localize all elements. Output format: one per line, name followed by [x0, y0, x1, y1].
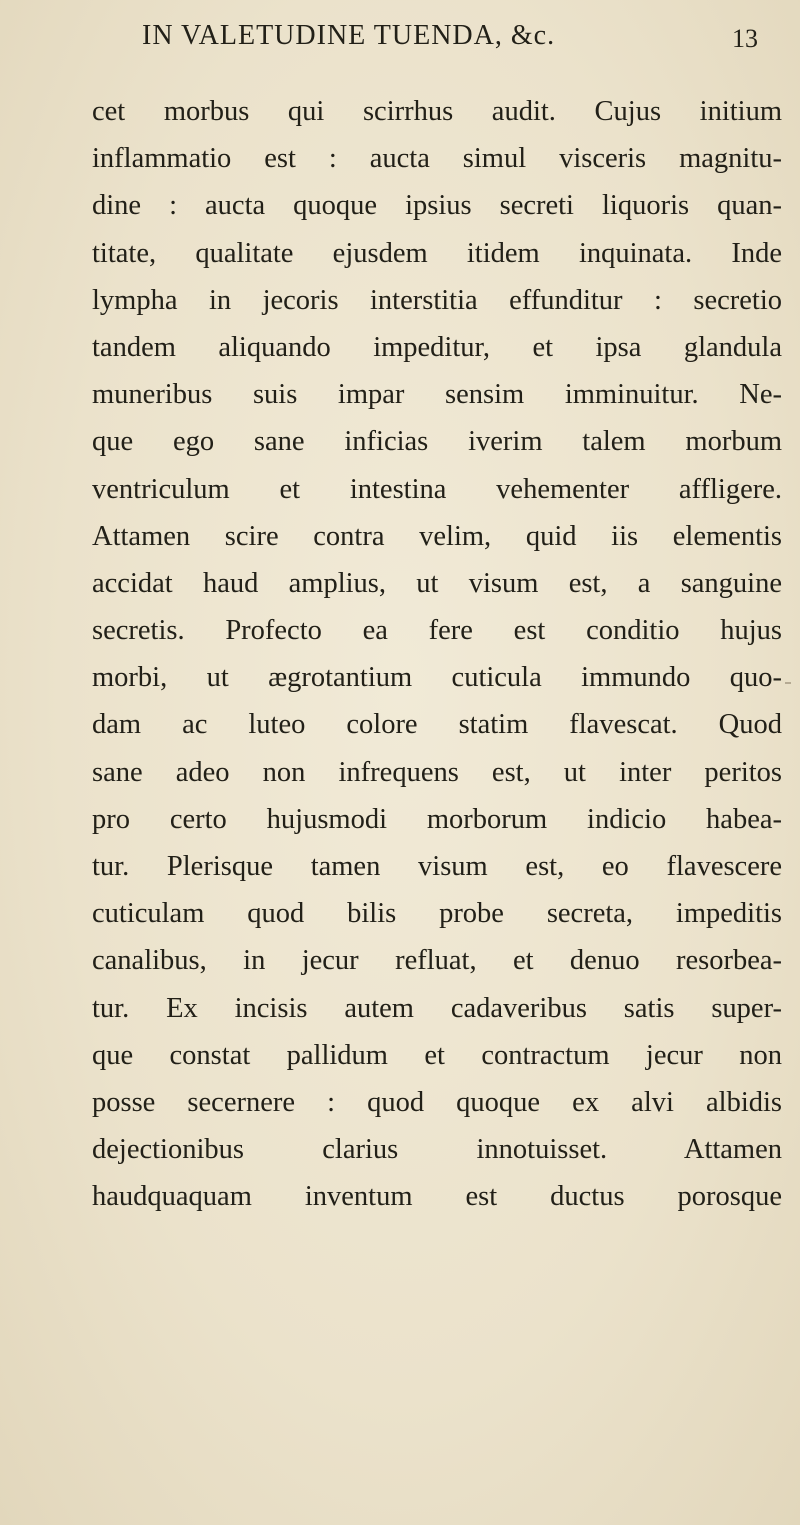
text-line: inflammatio est : aucta simul visceris magnitu-: [92, 143, 782, 175]
text-line: morbi, ut ægrotantium cuticula immundo quo-: [92, 662, 782, 694]
text-line: accidat haud amplius, ut visum est, a sanguine: [92, 567, 782, 599]
text-line: cuticulam quod bilis probe secreta, impeditis: [92, 898, 782, 930]
text-line: tandem aliquando impeditur, et ipsa glandula: [92, 331, 782, 363]
margin-speck: [785, 682, 791, 684]
text-line: sane adeo non infrequens est, ut inter peritos: [92, 756, 782, 788]
text-line: canalibus, in jecur refluat, et denuo resorbea-: [92, 945, 782, 977]
text-line: pro certo hujusmodi morborum indicio habea-: [92, 803, 782, 835]
text-line: cet morbus qui scirrhus audit. Cujus initium: [92, 96, 782, 127]
text-line: titate, qualitate ejusdem itidem inquinata. Inde: [92, 237, 782, 269]
text-line: ventriculum et intestina vehementer affligere.: [92, 473, 782, 505]
text-line: haudquaquam inventum est ductus porosque: [92, 1181, 782, 1213]
text-line: dejectionibus clarius innotuisset. Attamen: [92, 1134, 782, 1166]
running-head: [142, 20, 782, 60]
page-number: 13: [732, 24, 758, 53]
text-line: que ego sane inficias iverim talem morbum: [92, 426, 782, 458]
text-line: tur. Ex incisis autem cadaveribus satis super-: [92, 992, 782, 1024]
text-line: Attamen scire contra velim, quid iis elementis: [92, 520, 782, 552]
running-title: IN VALETUDINE TUENDA, &c.: [142, 20, 556, 51]
body-text: [92, 88, 782, 1221]
text-line: tur. Plerisque tamen visum est, eo flavescere: [92, 851, 782, 882]
text-line: dine : aucta quoque ipsius secreti liquoris quan-: [92, 190, 782, 222]
text-line: lympha in jecoris interstitia effunditur : secretio: [92, 284, 782, 316]
text-line: muneribus suis impar sensim imminuitur. Ne-: [92, 379, 782, 411]
text-line: dam ac luteo colore statim flavescat. Quod: [92, 709, 782, 741]
text-line: posse secernere : quod quoque ex alvi albidis: [92, 1086, 782, 1118]
text-line: secretis. Profecto ea fere est conditio hujus: [92, 615, 782, 647]
text-line: que constat pallidum et contractum jecur non: [92, 1039, 782, 1071]
